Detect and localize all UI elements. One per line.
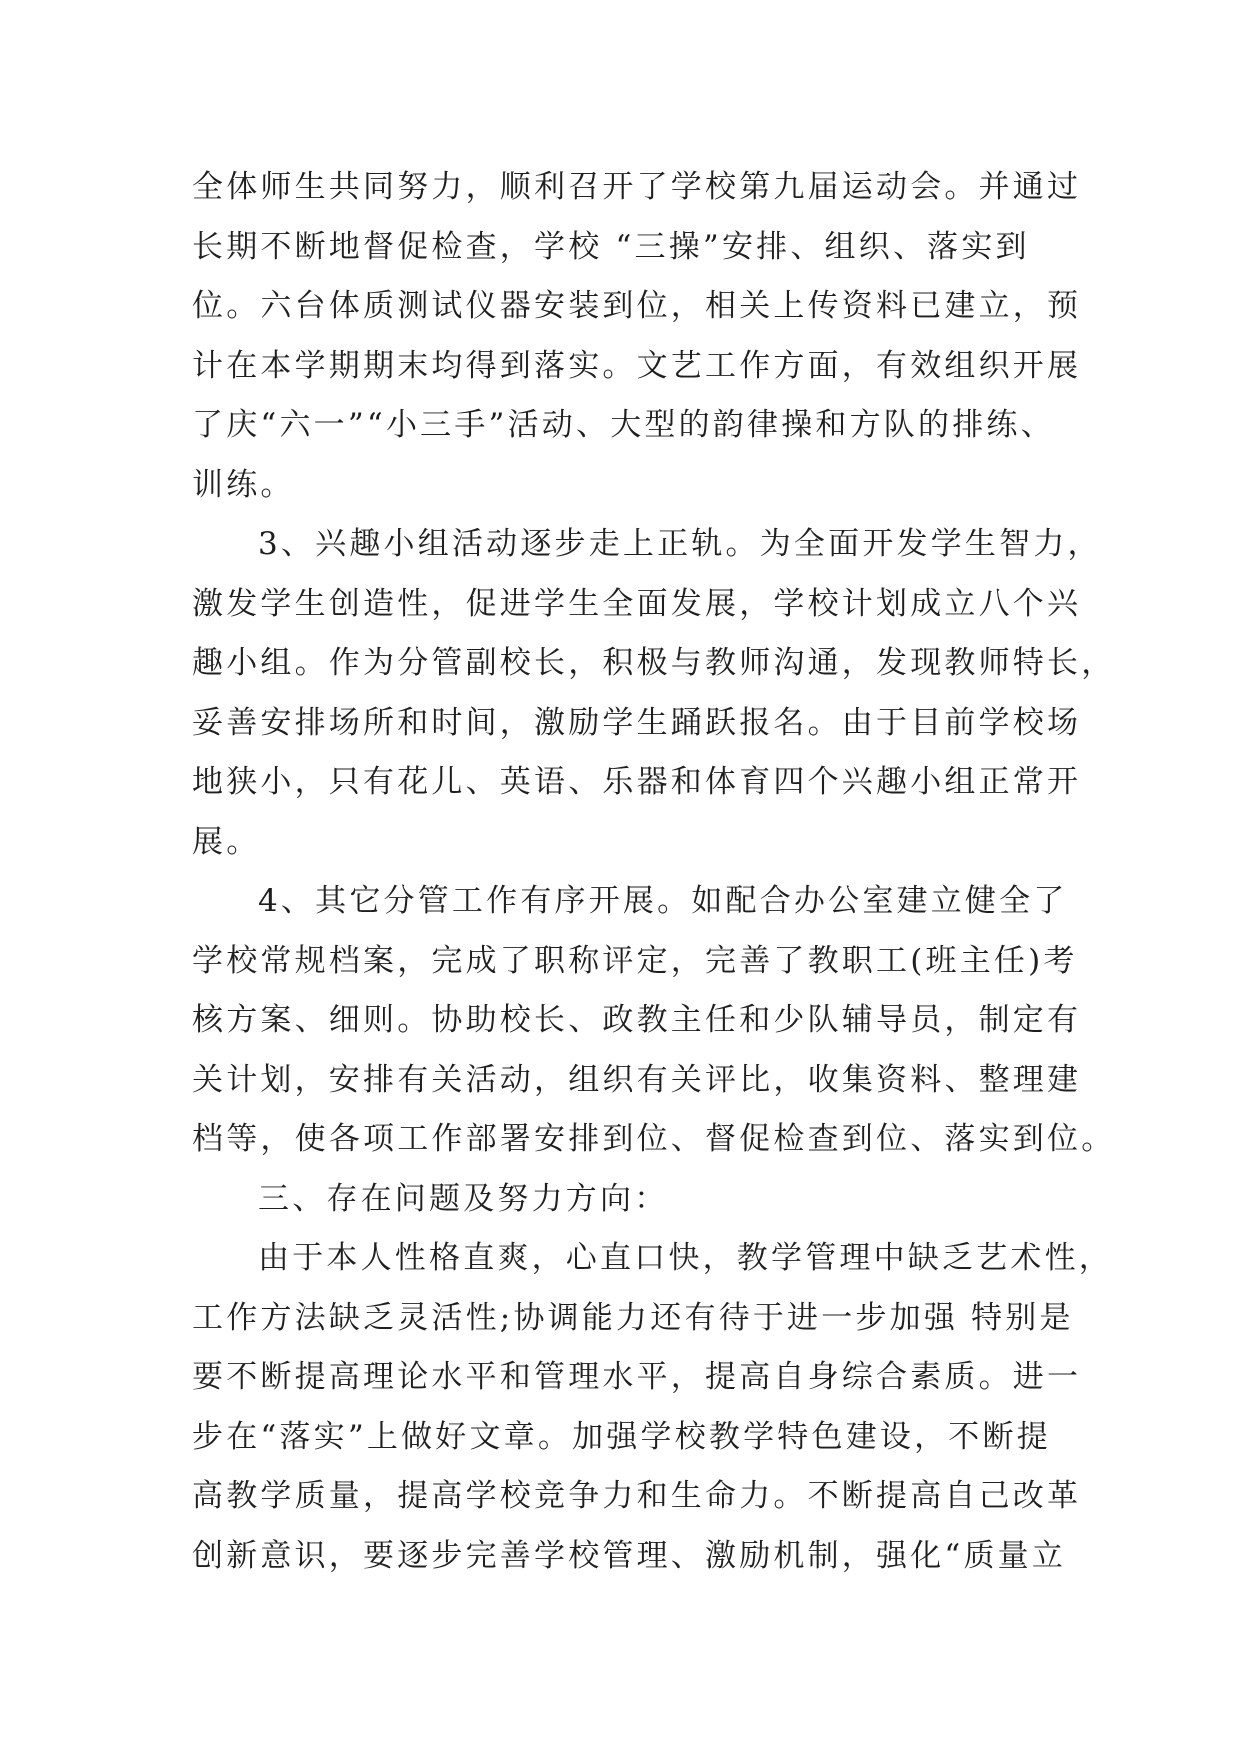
text-line: 学校常规档案，完成了职称评定，完善了教职工(班主任)考 (192, 942, 1078, 979)
text-line: 展。 (192, 823, 261, 860)
text-line: 训练。 (192, 466, 295, 503)
text-line: 关计划，安排有关活动，组织有关评比，收集资料、整理建 (192, 1061, 1082, 1098)
text-line: 位。六台体质测试仪器安装到位，相关上传资料已建立，预 (192, 288, 1082, 324)
text-line: 妥善安排场所和时间，激励学生踊跃报名。由于目前学校场 (192, 704, 1082, 741)
text-line: 全体师生共同努力，顺利召开了学校第九届运动会。并通过 (192, 169, 1082, 205)
body-text (192, 158, 1116, 1586)
text-line: 了庆“六一”“小三手”活动、大型的韵律操和方队的排练、 (192, 407, 1055, 443)
text-line: 计在本学期期末均得到落实。文艺工作方面，有效组织开展 (192, 347, 1082, 384)
text-line: 由于本人性格直爽，心直口快，教学管理中缺乏艺术性， (258, 1240, 1113, 1276)
text-line: 3、兴趣小组活动逐步走上正轨。为全面开发学生智力， (258, 526, 1102, 562)
text-line: 地狭小，只有花儿、英语、乐器和体育四个兴趣小组正常开 (192, 764, 1082, 800)
text-line: 高教学质量，提高学校竞争力和生命力。不断提高自己改革 (192, 1478, 1082, 1514)
text-line: 趣小组。作为分管副校长，积极与教师沟通，发现教师特长， (192, 645, 1116, 681)
text-line: 步在“落实”上做好文章。加强学校教学特色建设，不断提 (192, 1418, 1051, 1455)
text-line: 要不断提高理论水平和管理水平，提高自身综合素质。进一 (192, 1359, 1082, 1395)
text-line: 长期不断地督促检查，学校 “三操”安排、组织、落实到 (192, 228, 1030, 265)
text-line: 激发学生创造性，促进学生全面发展，学校计划成立八个兴 (192, 585, 1082, 622)
text-line: 4、其它分管工作有序开展。如配合办公室建立健全了 (258, 883, 1068, 919)
text-line: 档等，使各项工作部署安排到位、督促检查到位、落实到位。 (192, 1121, 1116, 1157)
text-line: 三、存在问题及努力方向： (258, 1180, 669, 1217)
text-line: 创新意识，要逐步完善学校管理、激励机制，强化“质量立 (192, 1537, 1067, 1574)
text-line: 工作方法缺乏灵活性;协调能力还有待于进一步加强 特别是 (192, 1299, 1074, 1336)
text-line: 核方案、细则。协助校长、政教主任和少队辅导员，制定有 (192, 1002, 1082, 1038)
